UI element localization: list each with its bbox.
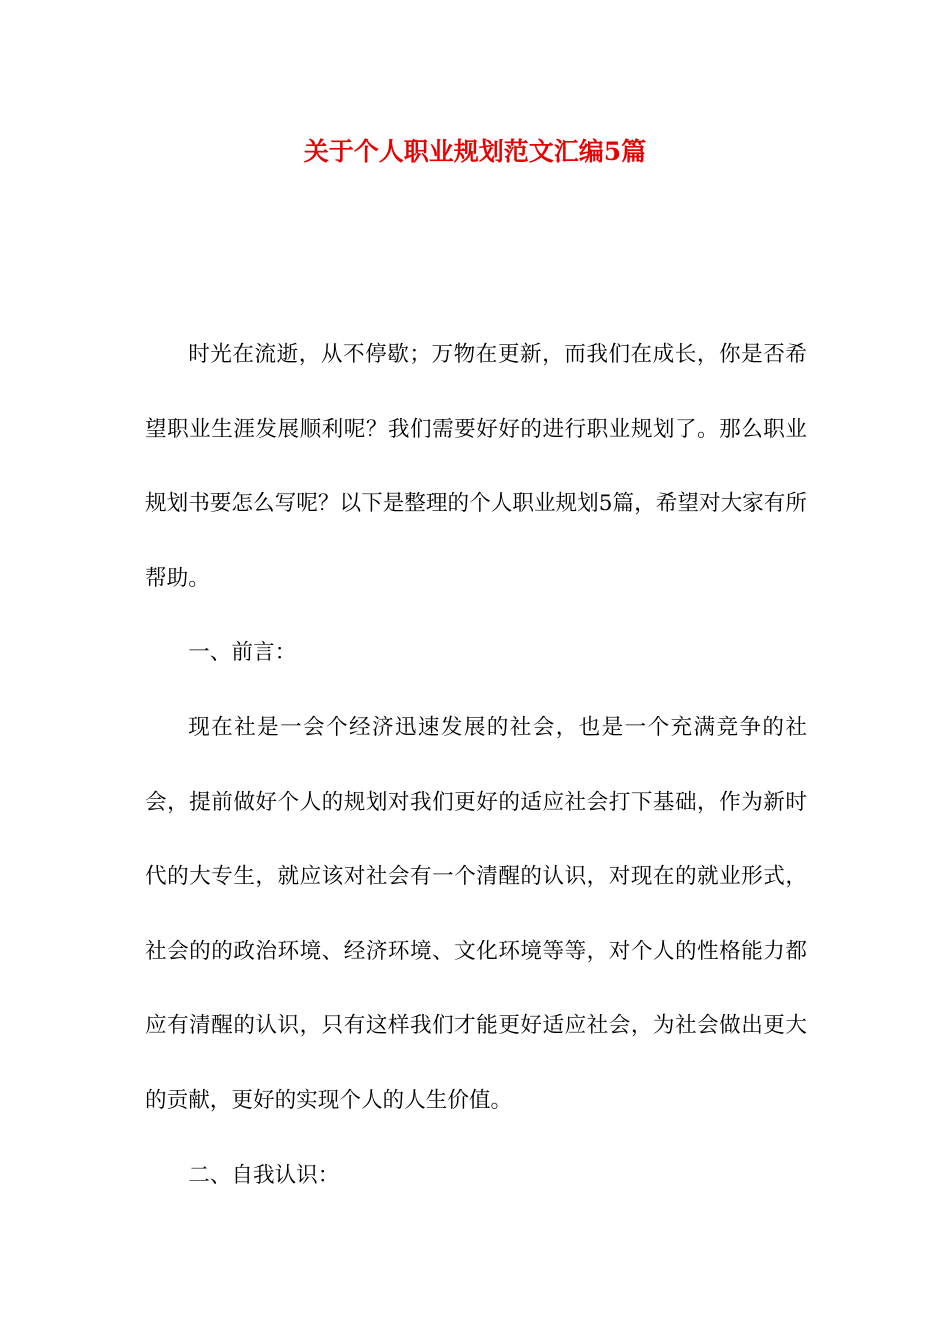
- section-heading-self-awareness: 二、自我认识：: [188, 1162, 340, 1188]
- intro-paragraph: 时光在流逝，从不停歇；万物在更新，而我们在成长，你是否希望职业生涯发展顺利呢？我们需要好好的进行职业规划了。那么职业规划书要怎么写呢？以下是整理的个人职业规划5篇，希望对大家有所帮助。: [145, 342, 807, 591]
- preface-paragraph: 现在社是一会个经济迅速发展的社会，也是一个充满竞争的社会，提前做好个人的规划对我们更好的适应社会打下基础，作为新时代的大专生，就应该对社会有一个清醒的认识，对现在的就业形式，社会的的政治环境、经济环境、文化环境等等，对个人的性格能力都应有清醒的认识，只有这样我们才能更好适应社会，为社会做出更大的贡献，更好的实现个人的人生价值。: [145, 714, 807, 1113]
- document-body: [145, 318, 807, 1213]
- document-title: 关于个人职业规划范文汇编5篇: [303, 137, 647, 166]
- section-heading-preface: 一、前言：: [188, 640, 297, 666]
